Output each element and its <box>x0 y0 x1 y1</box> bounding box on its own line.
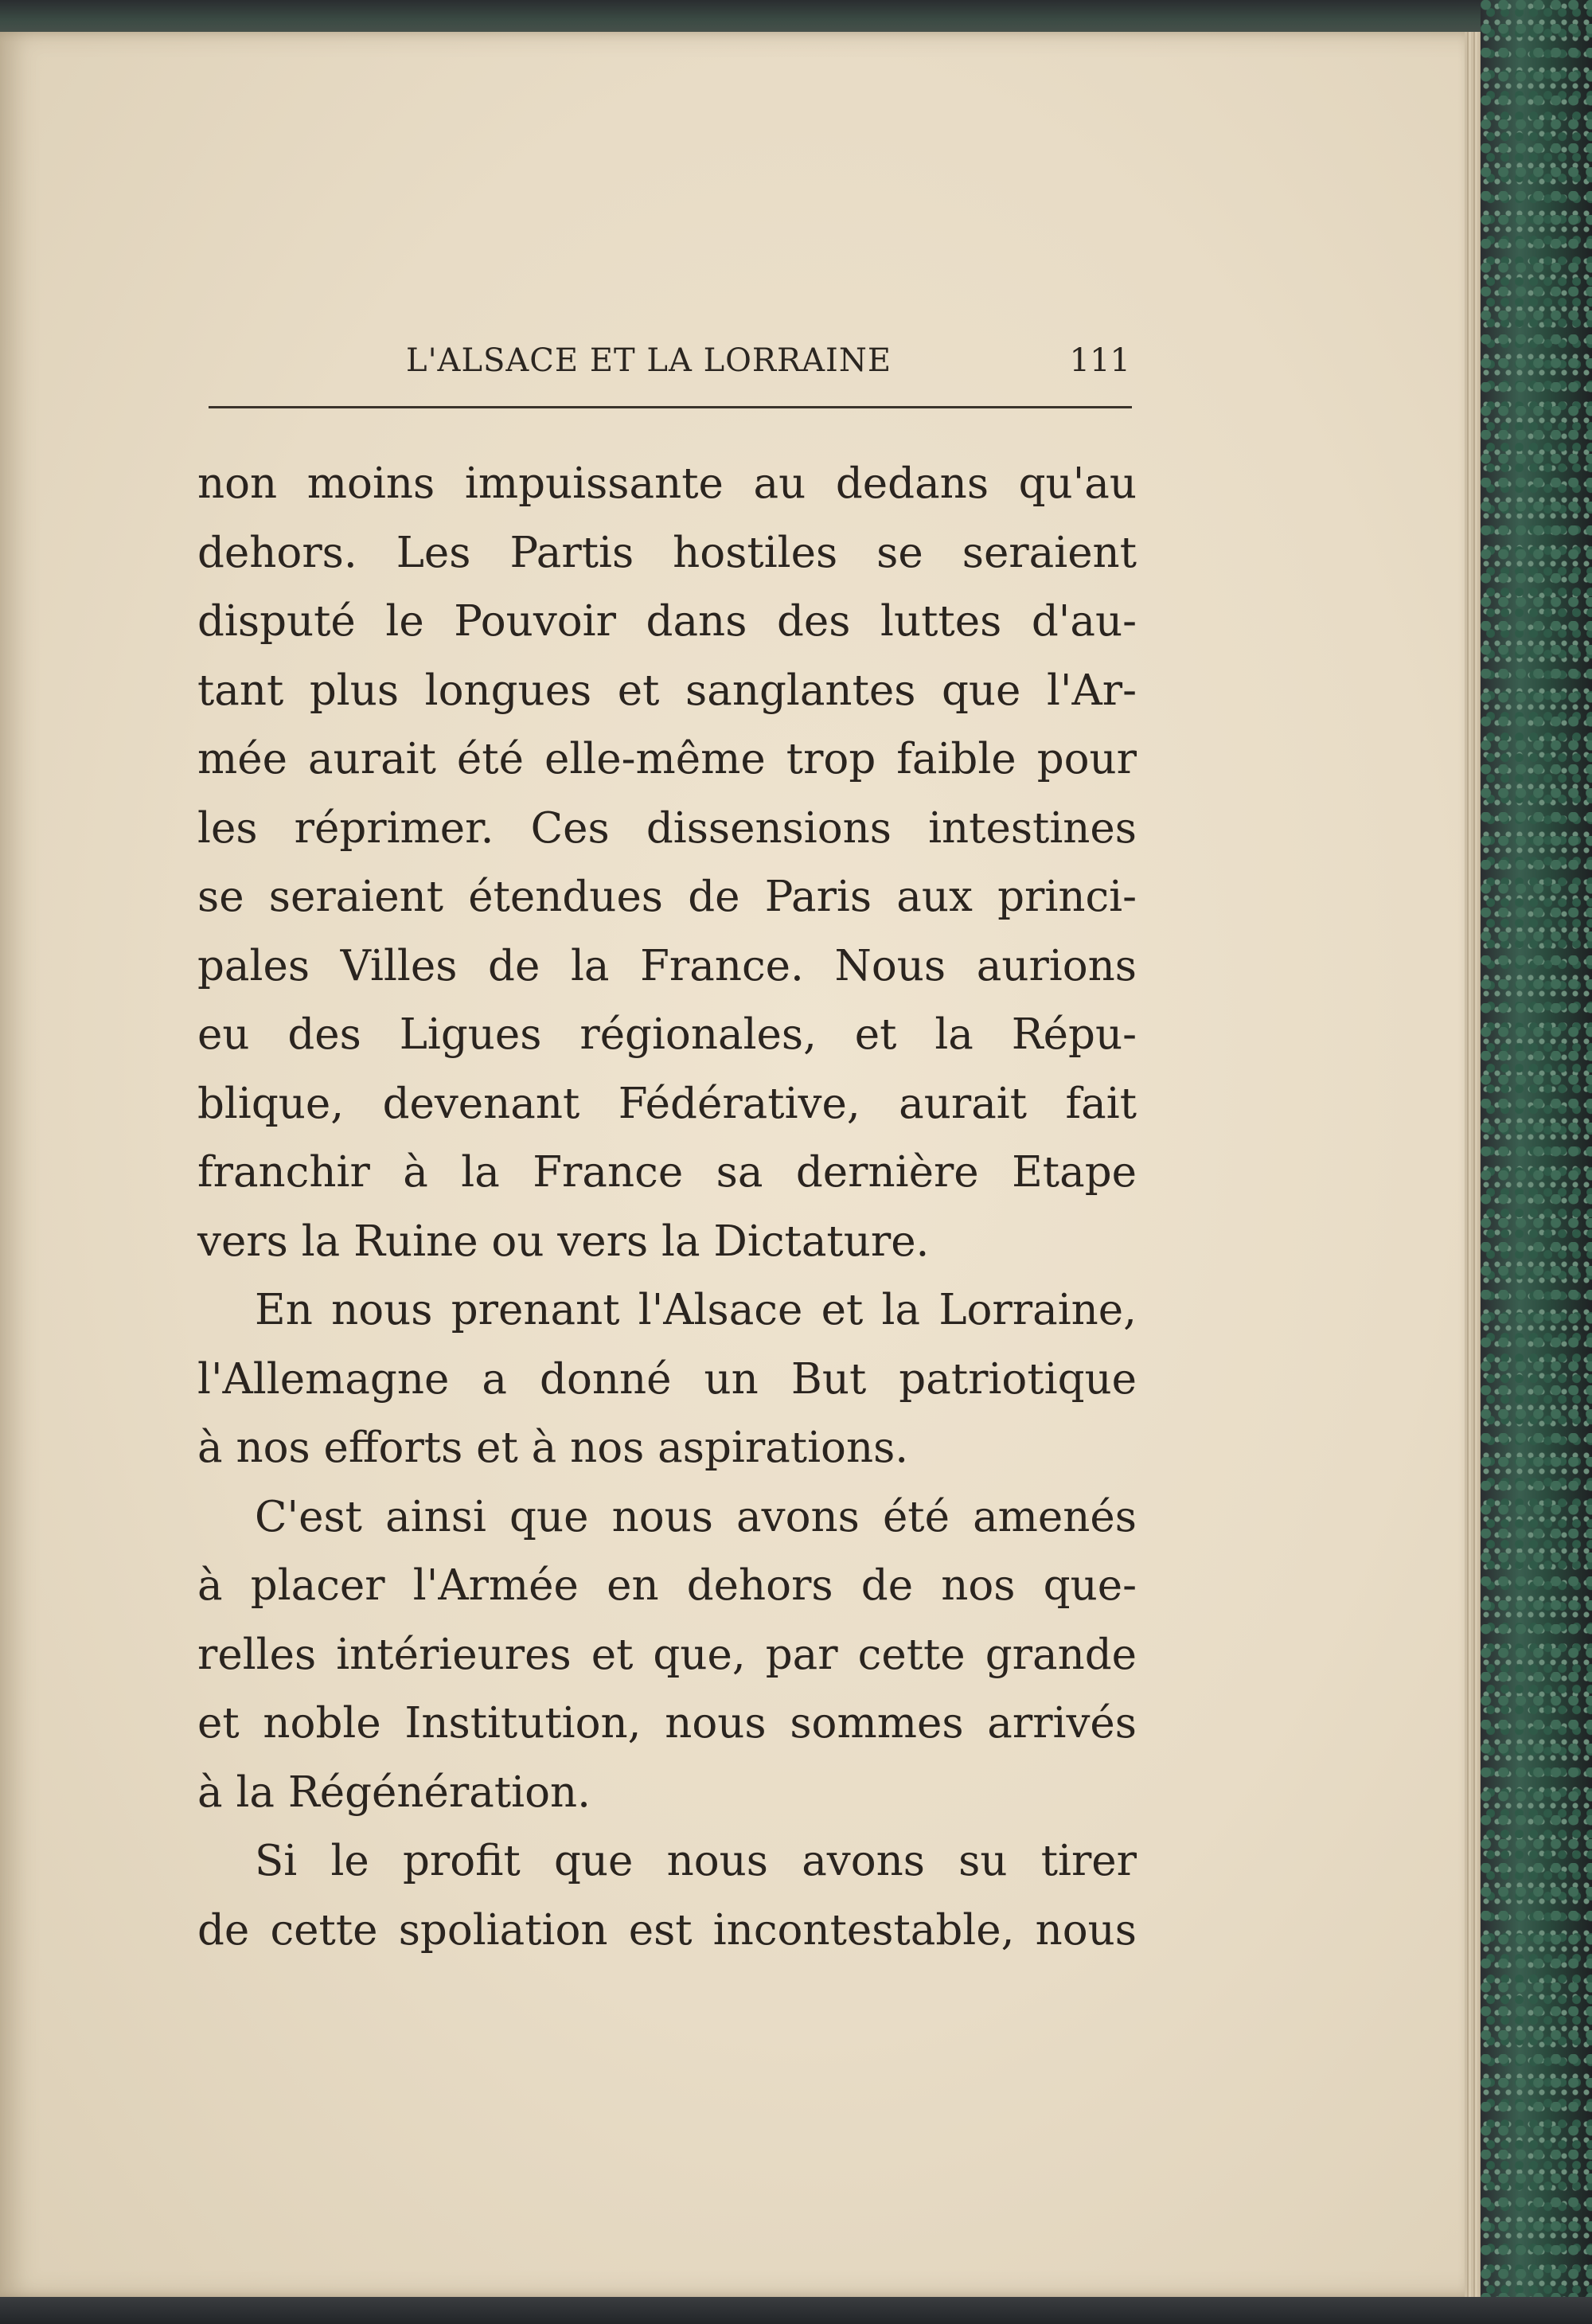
text-line: blique, devenant Fédérative, aurait fait <box>197 1079 1137 1128</box>
text-line: et noble Institution, nous sommes arrivés <box>197 1699 1137 1748</box>
marbled-cover-edge <box>1481 0 1592 2324</box>
text-line: C'est ainsi que nous avons été amenés <box>255 1492 1137 1541</box>
text-line: franchir à la France sa dernière Etape <box>197 1148 1137 1197</box>
header-rule <box>209 406 1132 408</box>
text-line: les réprimer. Ces dissensions intestines <box>197 803 1137 853</box>
text-line: pales Villes de la France. Nous aurions <box>197 941 1137 990</box>
page-number: 111 <box>1069 342 1130 379</box>
text-line: non moins impuissante au dedans qu'au <box>197 459 1137 508</box>
book-top-edge <box>0 0 1592 32</box>
text-line: mée aurait été elle-même trop faible pour <box>197 735 1137 783</box>
text-line: à la Régénération. <box>197 1767 591 1817</box>
text-line: tant plus longues et sanglantes que l'Ar- <box>197 666 1137 715</box>
running-head <box>207 334 1130 390</box>
running-title: L'ALSACE ET LA LORRAINE <box>406 342 892 379</box>
text-line: disputé le Pouvoir dans des luttes d'au- <box>197 597 1137 646</box>
text-line: de cette spoliation est incontestable, nous <box>197 1905 1137 1955</box>
body-text <box>197 450 1137 1965</box>
text-line: eu des Ligues régionales, et la Répu- <box>197 1010 1137 1059</box>
text-line: dehors. Les Partis hostiles se seraient <box>197 528 1137 577</box>
text-line: Si le profit que nous avons su tirer <box>255 1837 1137 1885</box>
text-line: En nous prenant l'Alsace et la Lorraine, <box>255 1286 1137 1334</box>
text-line: vers la Ruine ou vers la Dictature. <box>197 1217 930 1266</box>
text-line: se seraient étendues de Paris aux princi- <box>197 873 1137 921</box>
text-line: à nos efforts et à nos aspirations. <box>197 1424 909 1472</box>
text-line: l'Allemagne a donné un But patriotique <box>197 1354 1137 1404</box>
text-line: relles intérieures et que, par cette grande <box>197 1630 1137 1679</box>
book-bottom-edge <box>0 2297 1592 2324</box>
text-line: à placer l'Armée en dehors de nos que- <box>197 1561 1137 1610</box>
